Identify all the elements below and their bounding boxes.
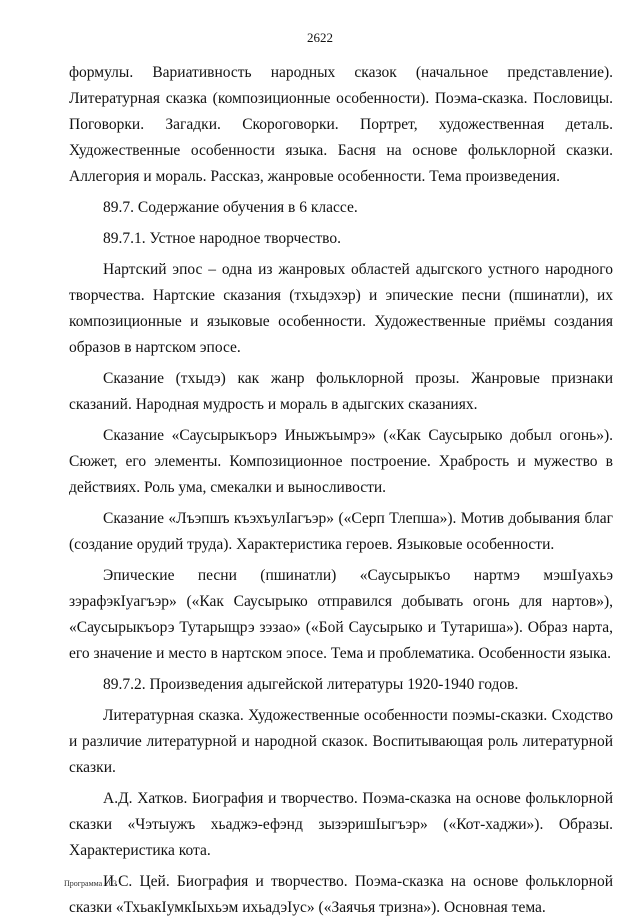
subsection-heading: 89.7.2. Произведения адыгейской литературы 1920-1940 годов. — [103, 676, 519, 693]
paragraph: формулы. Вариативность народных сказок (начальное представление). Литературная сказка (композиционные особенности). Поэма-сказка. Пословицы. Поговорки. Загадки. Скороговорки. Портрет, художественная деталь. Художественные особенности языка. Басня на основе фольклорной сказки. Аллегория и мораль. Рассказ, жанровые особенности. Тема произведения. — [69, 64, 613, 185]
paragraph: А.Д. Хатков. Биография и творчество. Поэма-сказка на основе фольклорной сказки «Чэтыужъ хьаджэ-ефэнд зызэришӀыгъэр» («Кот-хаджи»). Образы. Характеристика кота. — [69, 790, 613, 859]
paragraph: Литературная сказка. Художественные особенности поэмы-сказки. Сходство и различие литературной и народной сказок. Воспитывающая роль литературной сказки. — [69, 707, 613, 776]
paragraph: Сказание «Саусырыкъорэ Иныжъымрэ» («Как Саусырыко добыл огонь»). Сюжет, его элементы. Композиционное построение. Храбрость и мужество в действиях. Роль ума, смекалки и выносливости. — [69, 427, 613, 496]
paragraph: Сказание (тхыдэ) как жанр фольклорной прозы. Жанровые признаки сказаний. Народная мудрость и мораль в адыгских сказаниях. — [69, 370, 613, 413]
paragraph: Эпические песни (пшинатли) «Саусырыкъо нартмэ мэшӀуахьэ зэрафэкӀуагъэр» («Как Саусырыко отправился добывать огонь для нартов»), «Саусырыкъорэ Тутарыщрэ зэзао» («Бой Саусырыко и Тутариша»). Образ нарта, его значение и место в нартском эпосе. Тема и проблематика. Особенности языка. — [69, 567, 613, 662]
subsection-heading: 89.7.1. Устное народное творчество. — [103, 230, 342, 247]
paragraph: Сказание «Лъэпшъ къэхъулӀагъэр» («Серп Тлепша»). Мотив добывания благ (создание орудий труда). Характеристика героев. Языковые особенности. — [69, 510, 613, 553]
section-heading: 89.7. Содержание обучения в 6 классе. — [103, 199, 358, 216]
page-number: 2622 — [307, 30, 333, 45]
paragraph: И.С. Цей. Биография и творчество. Поэма-сказка на основе фольклорной сказки «ТхьакӀумкӀыхьэм ихьадэӀус» («Заячья тризна»). Основная тема. — [69, 873, 613, 916]
footer-label: Программа - 03 — [64, 879, 117, 888]
document-body — [69, 60, 613, 921]
paragraph: Нартский эпос – одна из жанровых областей адыгского устного народного творчества. Нартские сказания (тхыдэхэр) и эпические песни (пшинатли), их композиционные и языковые особенности. Художественные приёмы создания образов в нартском эпосе. — [69, 261, 613, 356]
